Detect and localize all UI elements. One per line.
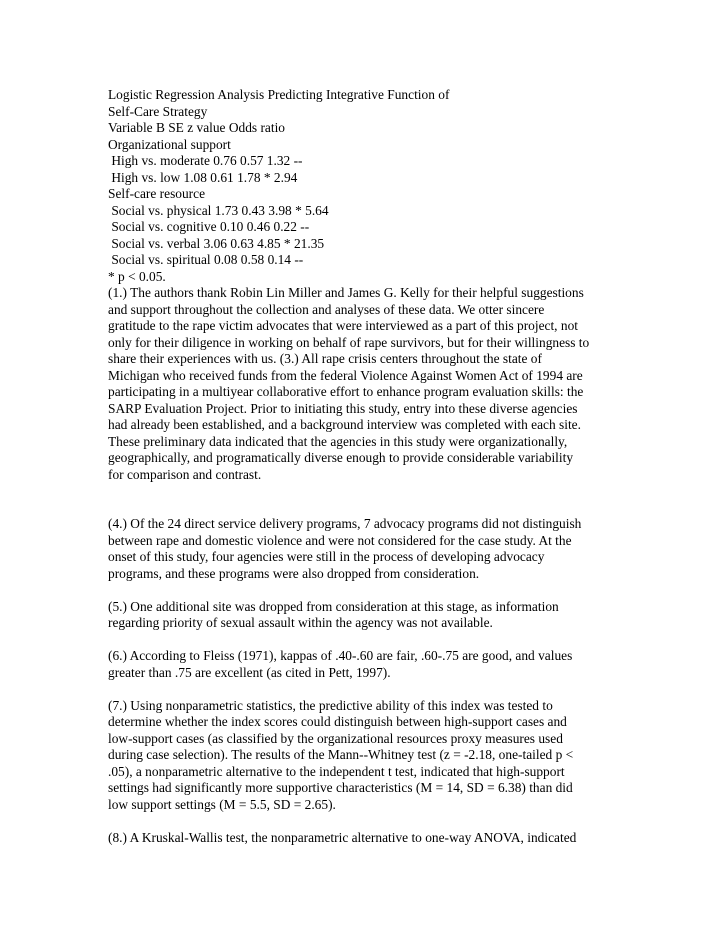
footnote-line: between rape and domestic violence and were not considered for the case study. At the <box>108 532 572 548</box>
footnote-line: Michigan who received funds from the federal Violence Against Women Act of 1994 are <box>108 367 583 383</box>
footnote-1 <box>108 285 628 483</box>
footnote-line: (5.) One additional site was dropped from consideration at this stage, as information <box>108 598 559 614</box>
footnote-line: (1.) The authors thank Robin Lin Miller and James G. Kelly for their helpful suggestions <box>108 285 584 300</box>
footnote-6 <box>108 648 628 681</box>
spacer <box>108 582 628 599</box>
footnote-line: (7.) Using nonparametric statistics, the predictive ability of this index was tested to <box>108 697 553 713</box>
footnote-line: greater than .75 are excellent (as cited in Pett, 1997). <box>108 664 391 680</box>
footnote-line: onset of this study, four agencies were still in the process of developing advocacy <box>108 549 545 564</box>
footnote-line: (6.) According to Fleiss (1971), kappas of .40-.60 are fair, .60-.75 are good, and values <box>108 648 573 663</box>
footnote-line: geographically, and programatically diverse enough to provide considerable variability <box>108 450 574 465</box>
footnote-8 <box>108 830 628 847</box>
table-header: Variable B SE z value Odds ratio <box>108 120 286 135</box>
footnote-line: (8.) A Kruskal-Wallis test, the nonparametric alternative to one-way ANOVA, indicated <box>108 829 577 845</box>
footnote-line: programs, and these programs were also dropped from consideration. <box>108 565 480 581</box>
footnote-line: settings had significantly more supportive characteristics (M = 14, SD = 6.38) than did <box>108 780 573 795</box>
footnote-line: regarding priority of sexual assault within the agency was not available. <box>108 615 493 630</box>
footnote-4 <box>108 516 628 582</box>
table-row: Social vs. cognitive 0.10 0.46 0.22 -- <box>108 219 310 234</box>
footnote-line: low-support cases (as classified by the organizational resources proxy measures used <box>108 730 563 746</box>
table-row: High vs. moderate 0.76 0.57 1.32 -- <box>108 153 303 168</box>
table-title-cont: Self-Care Strategy <box>108 103 208 119</box>
footnote-line: gratitude to the rape victim advocates that were interviewed as a part of this project, not <box>108 318 578 333</box>
footnote-line: had already been established, and a background interview was completed with each site. <box>108 417 581 432</box>
document-page <box>108 87 628 846</box>
table-row: Social vs. spiritual 0.08 0.58 0.14 -- <box>108 252 304 267</box>
spacer <box>108 813 628 830</box>
table-note: * p < 0.05. <box>108 268 166 284</box>
footnote-line: only for their diligence in working on behalf of rape survivors, but for their willingness to <box>108 334 590 350</box>
footnote-line: and support throughout the collection and analyses of these data. We otter sincere <box>108 301 545 317</box>
table-row: High vs. low 1.08 0.61 1.78 * 2.94 <box>108 169 298 185</box>
footnote-line: These preliminary data indicated that the agencies in this study were organizationally, <box>108 433 568 449</box>
table-row: Social vs. verbal 3.06 0.63 4.85 * 21.35 <box>108 235 325 251</box>
table-title: Logistic Regression Analysis Predicting Integrative Function of <box>108 87 450 102</box>
regression-table <box>108 87 628 285</box>
footnote-line: share their experiences with us. (3.) All rape crisis centers throughout the state of <box>108 351 542 366</box>
table-row: Social vs. physical 1.73 0.43 3.98 * 5.64 <box>108 202 329 218</box>
footnote-5 <box>108 599 628 632</box>
spacer <box>108 632 628 649</box>
footnote-line: participating in a multiyear collaborative effort to enhance program evaluation skills: the <box>108 384 584 399</box>
footnote-line: for comparison and contrast. <box>108 466 262 482</box>
table-group-label: Organizational support <box>108 136 231 152</box>
footnote-7 <box>108 698 628 814</box>
spacer <box>108 483 628 516</box>
footnote-line: SARP Evaluation Project. Prior to initiating this study, entry into these diverse agencies <box>108 400 578 416</box>
footnote-line: determine whether the index scores could distinguish between high-support cases and <box>108 714 567 729</box>
spacer <box>108 681 628 698</box>
table-group-label: Self-care resource <box>108 186 206 201</box>
footnote-line: low support settings (M = 5.5, SD = 2.65). <box>108 796 336 812</box>
footnote-line: .05), a nonparametric alternative to the independent t test, indicated that high-support <box>108 763 565 779</box>
footnote-line: (4.) Of the 24 direct service delivery programs, 7 advocacy programs did not distinguish <box>108 516 582 531</box>
footnote-line: during case selection). The results of the Mann--Whitney test (z = -2.18, one-tailed p < <box>108 747 574 762</box>
